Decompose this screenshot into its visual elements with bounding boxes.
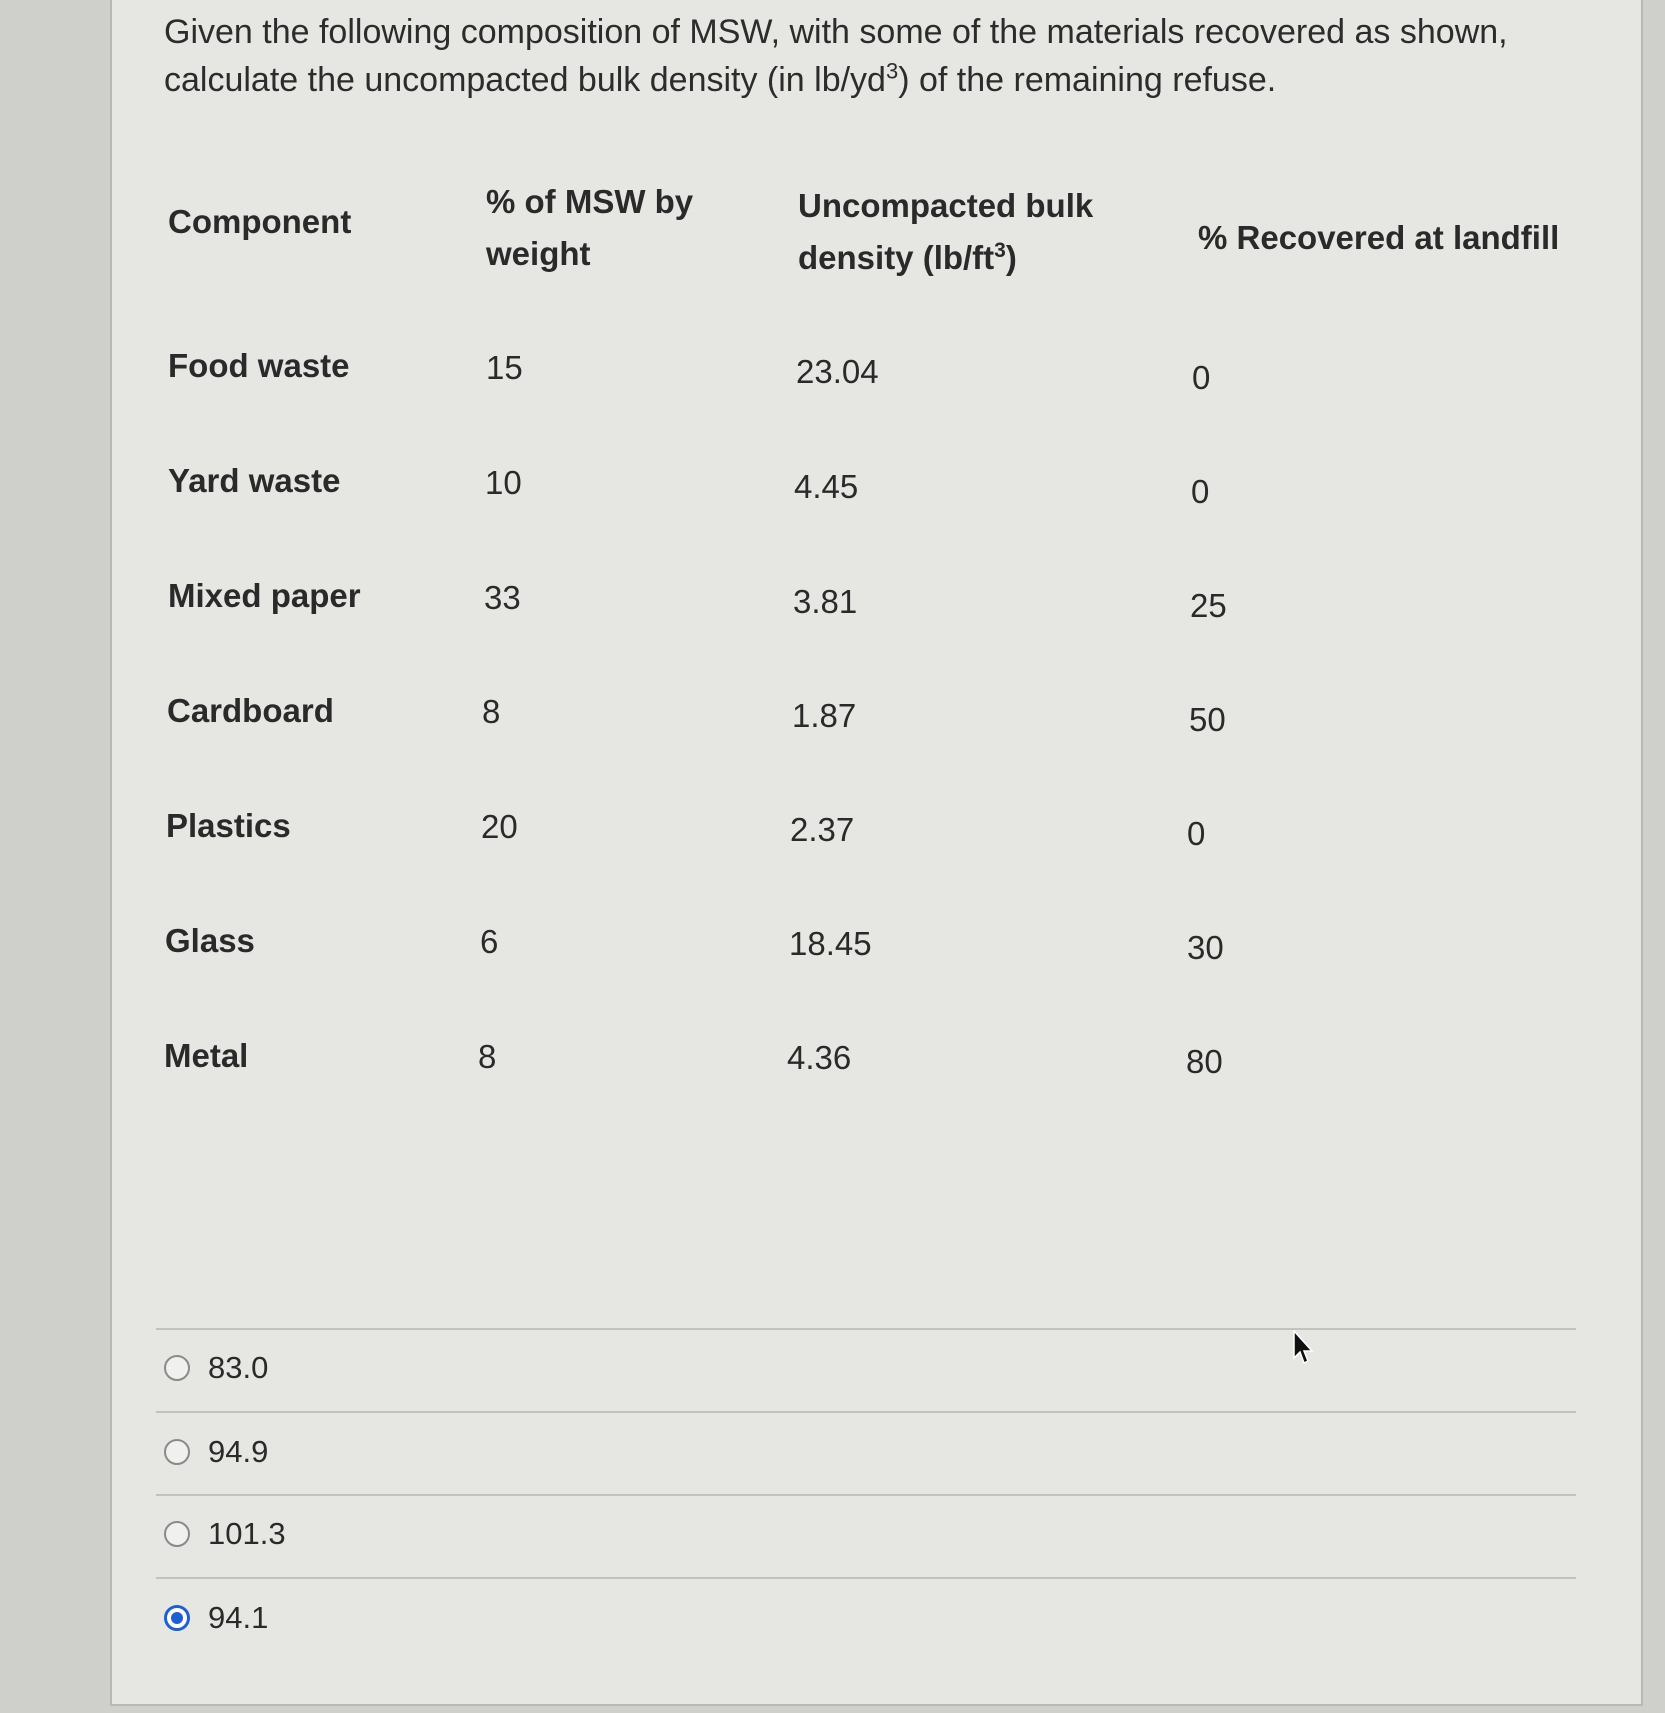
option-divider xyxy=(156,1494,1576,1496)
row-food-waste-component: Food waste xyxy=(168,347,350,384)
row-metal-recovered: 80 xyxy=(1186,1043,1223,1080)
radio-button[interactable] xyxy=(164,1439,190,1465)
question-text-end: ) of the remaining refuse. xyxy=(898,61,1277,99)
row-mixed-paper-recovered: 25 xyxy=(1190,587,1227,624)
row-glass-component: Glass xyxy=(165,922,255,959)
row-plastics-component: Plastics xyxy=(166,807,291,844)
option-83-0[interactable] xyxy=(164,1346,268,1390)
question-superscript: 3 xyxy=(885,58,899,84)
header-density-line2 xyxy=(798,232,1017,284)
row-mixed-paper-component: Mixed paper xyxy=(168,577,361,614)
question-text-main: Given the following composition of MSW, with some of the materials recovered as shown, calculate the uncompacted bulk density (in lb/yd xyxy=(164,13,1508,99)
row-plastics-percent: 20 xyxy=(481,808,518,845)
radio-button[interactable] xyxy=(164,1355,190,1381)
row-glass-percent: 6 xyxy=(480,923,499,960)
row-cardboard-component: Cardboard xyxy=(167,692,334,729)
row-glass-density: 18.45 xyxy=(789,925,872,962)
header-density-text: density (lb/ft xyxy=(798,239,995,276)
option-label: 83.0 xyxy=(208,1350,269,1385)
row-glass-recovered: 30 xyxy=(1187,929,1224,966)
row-cardboard-density: 1.87 xyxy=(792,697,857,734)
mouse-cursor-icon xyxy=(1292,1330,1316,1366)
option-divider xyxy=(156,1328,1576,1330)
row-food-waste-recovered: 0 xyxy=(1192,359,1211,396)
header-percent-line1: % of MSW by xyxy=(486,183,694,220)
radio-button[interactable] xyxy=(164,1521,190,1547)
row-yard-waste-percent: 10 xyxy=(485,464,522,501)
row-yard-waste-component: Yard waste xyxy=(168,462,341,499)
question-text xyxy=(164,8,1584,104)
row-mixed-paper-density: 3.81 xyxy=(793,583,858,620)
row-yard-waste-density: 4.45 xyxy=(794,468,859,505)
row-cardboard-percent: 8 xyxy=(482,693,501,730)
option-label: 101.3 xyxy=(208,1516,286,1551)
row-plastics-density: 2.37 xyxy=(790,811,855,848)
header-density-superscript: 3 xyxy=(994,239,1006,262)
row-metal-component: Metal xyxy=(164,1037,249,1074)
row-mixed-paper-percent: 33 xyxy=(484,579,521,616)
header-density-close: ) xyxy=(1005,239,1017,276)
option-divider xyxy=(156,1411,1576,1413)
option-label: 94.1 xyxy=(208,1600,269,1635)
option-divider xyxy=(156,1577,1576,1579)
radio-button-selected[interactable] xyxy=(164,1605,190,1631)
row-plastics-recovered: 0 xyxy=(1187,815,1206,852)
header-recovered: % Recovered at landfill xyxy=(1198,219,1560,256)
row-cardboard-recovered: 50 xyxy=(1189,701,1226,738)
option-101-3[interactable] xyxy=(164,1512,286,1556)
row-metal-density: 4.36 xyxy=(787,1039,852,1076)
option-94-1[interactable] xyxy=(164,1596,268,1640)
row-metal-percent: 8 xyxy=(478,1038,497,1075)
option-94-9[interactable] xyxy=(164,1430,268,1474)
row-food-waste-percent: 15 xyxy=(486,349,523,386)
header-component: Component xyxy=(168,203,352,240)
row-yard-waste-recovered: 0 xyxy=(1191,473,1210,510)
option-label: 94.9 xyxy=(208,1434,269,1469)
row-food-waste-density: 23.04 xyxy=(796,353,879,390)
header-percent-line2: weight xyxy=(486,235,591,272)
header-density-line1: Uncompacted bulk xyxy=(798,187,1094,224)
